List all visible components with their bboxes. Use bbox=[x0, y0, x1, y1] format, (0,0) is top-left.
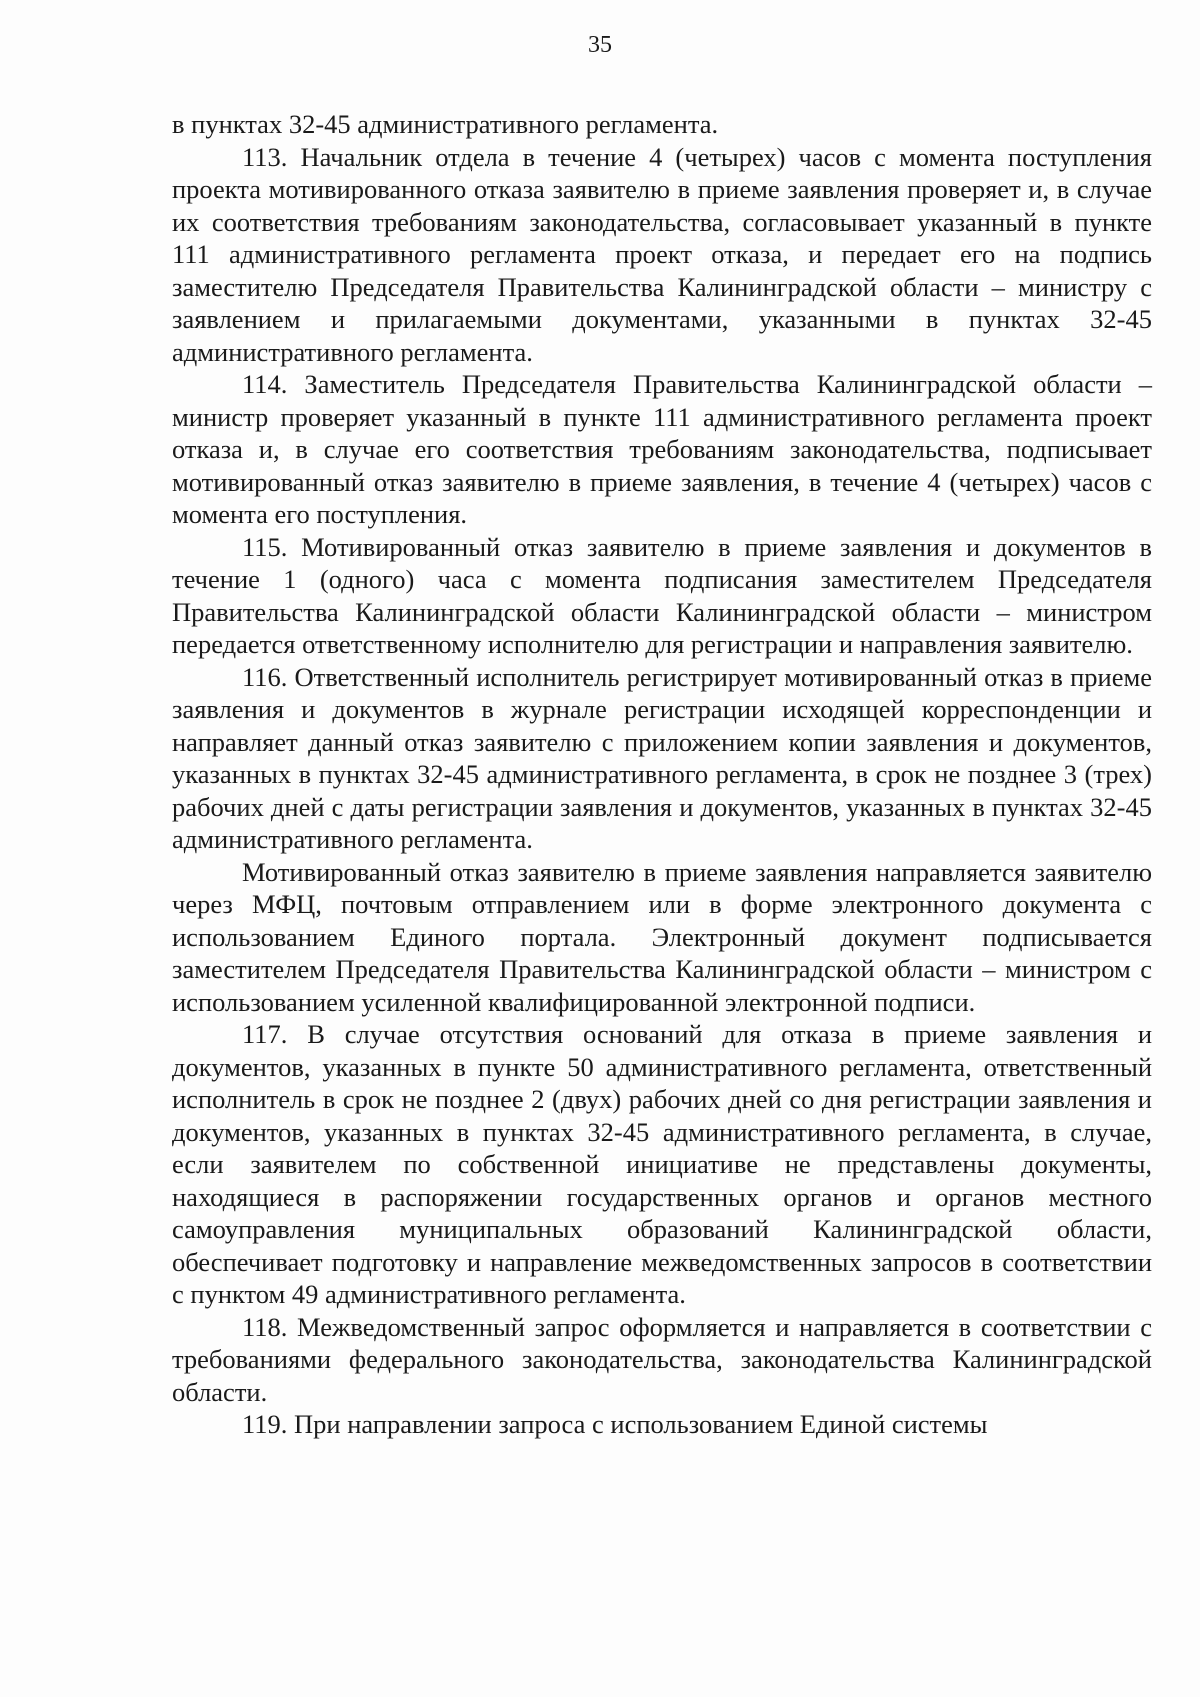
page-number: 35 bbox=[588, 32, 612, 58]
paragraph-refusal-delivery: Мотивированный отказ заявителю в приеме заявления направляется заявителю через МФЦ, почтовым отправлением или в форме электронного документа с использованием Единого портала. Электронный документ подписывается заместителем Председателя Правительства Калининградской области – министром с использованием усиленной квалифицированной электронной подписи. bbox=[172, 856, 1152, 1017]
paragraph-continuation: в пунктах 32-45 административного регламента. bbox=[172, 109, 719, 139]
document-body bbox=[172, 108, 1152, 1441]
paragraph-114: 114. Заместитель Председателя Правительства Калининградской области – министр проверяет указанный в пункте 111 административного регламента проект отказа и, в случае его соответствия требованиям законодательства, подписывает мотивированный отказ заявителю в приеме заявления, в течение 4 (четырех) часов с момента его поступления. bbox=[172, 369, 1152, 529]
paragraph-119: 119. При направлении запроса с использованием Единой системы bbox=[242, 1409, 988, 1439]
paragraph-113: 113. Начальник отдела в течение 4 (четырех) часов с момента поступления проекта мотивированного отказа заявителю в приеме заявления проверяет и, в случае их соответствия требованиям законодательства, согласовывает указанный в пункте 111 административного регламента проект отказа, и передает его на подпись заместителю Председателя Правительства Калининградской области – министру с заявлением и прилагаемыми документами, указанными в пунктах 32-45 административного регламента. bbox=[172, 141, 1152, 367]
paragraph-116: 116. Ответственный исполнитель регистрирует мотивированный отказ в приеме заявления и документов в журнале регистрации исходящей корреспонденции и направляет данный отказ заявителю с приложением копии заявления и документов, указанных в пунктах 32-45 административного регламента, в срок не позднее 3 (трех) рабочих дней с даты регистрации заявления и документов, указанных в пунктах 32-45 административного регламента. bbox=[172, 661, 1152, 854]
paragraph-117: 117. В случае отсутствия оснований для отказа в приеме заявления и документов, указанных в пункте 50 административного регламента, ответственный исполнитель в срок не позднее 2 (двух) рабочих дней со дня регистрации заявления и документов, указанных в пунктах 32-45 административного регламента, в случае, если заявителем по собственной инициативе не представлены документы, находящиеся в распоряжении государственных органов и органов местного самоуправления муниципальных образований Калининградской области, обеспечивает подготовку и направление межведомственных запросов в соответствии с пунктом 49 административного регламента. bbox=[172, 1019, 1152, 1309]
paragraph-118: 118. Межведомственный запрос оформляется и направляется в соответствии с требованиями федерального законодательства, законодательства Калининградской области. bbox=[172, 1311, 1152, 1407]
paragraph-115: 115. Мотивированный отказ заявителю в приеме заявления и документов в течение 1 (одного) часа с момента подписания заместителем Председателя Правительства Калининградской области Калининградской области – министром передается ответственному исполнителю для регистрации и направления заявителю. bbox=[172, 531, 1152, 659]
